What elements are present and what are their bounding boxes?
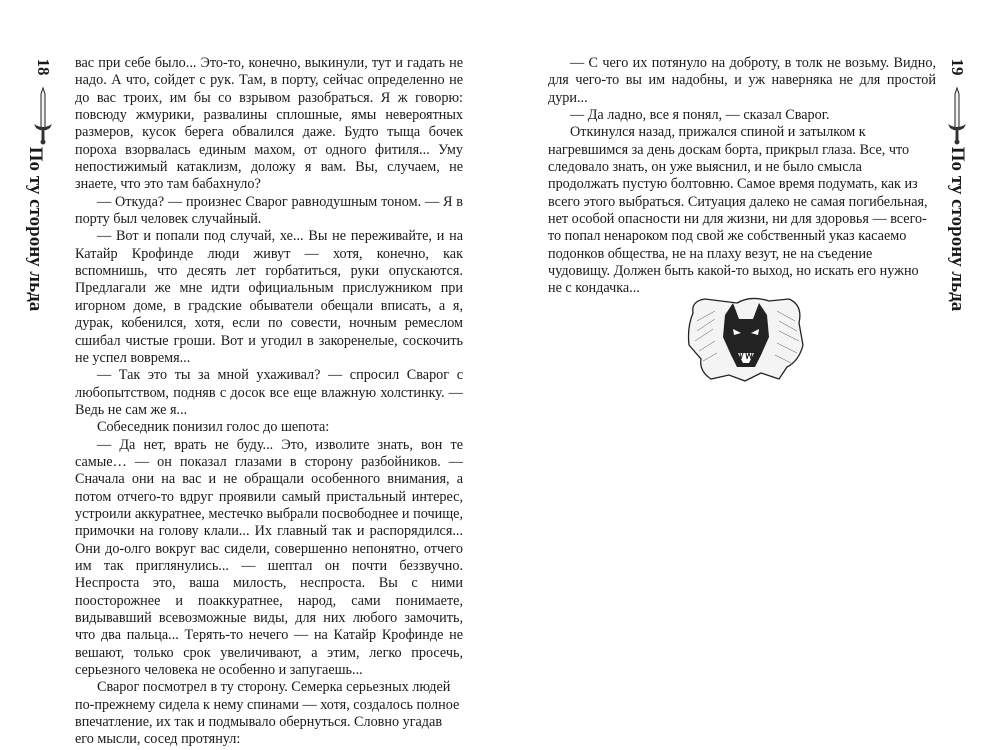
paragraph: — Так это ты за мной ухаживал? — спросил Сварог с любопытством, подняв с досок все еще влажную холстинку. — Ведь не сам же я... xyxy=(75,367,463,418)
paragraph: Сварог посмотрел в ту сторону. Семерка серьезных людей по-прежнему сидела к нему спинами — хотя, создалось полное впечатление, их так и подмывало обернуться. Словно угадав его мысли, сосед протянул: xyxy=(75,679,460,748)
paragraph: — С чего их потянуло на доброту, в толк не возьму. Видно, для чего-то вы им надобны, и уж наверняка не для простой дури... xyxy=(548,55,936,106)
paragraph: вас при себе было... Это-то, конечно, выкинули, тут и гадать не надо. А что, сойдет с рук. Там, в порту, сейчас определенно не до вас троих, им бы со взрывом разобраться. Я ж говорю: повсюду жмурики, развалины сплошные, ямы невероятных размеров, кусок берега обвалился даже. Будто тыща бочек пороха взорвалась единым махом, от одного фитиля... Уму непостижимый катаклизм, доложу я вам. Вы, случаем, не знаете, что это там бабахнуло? xyxy=(75,55,463,193)
right-text-column xyxy=(548,55,936,298)
right-page-number: 19 xyxy=(948,58,967,76)
paragraph: — Откуда? — произнес Сварог равнодушным тоном. — Я в порту был человек случайный. xyxy=(75,193,463,228)
left-running-title: По ту сторону льда xyxy=(25,146,46,312)
left-text-column xyxy=(75,55,463,749)
paragraph: Собеседник понизил голос до шепота: xyxy=(97,419,330,436)
paragraph: — Да нет, врать не буду... Это, изволите знать, вон те самые… — он показал глазами в сторону разбойников. — Сначала они на вас и не обращали особенного внимания, а потом отчего-то вдруг проявили самый пристальный интерес, устроили аккуратнее, местечко выбрали посвободнее и почище, примочки на голову клали... Их главный так и распорядился... Они до-олго вокруг вас сидели, совершенно непонятно, отчего им так приглянулись... — шептал он почти беззвучно. Неспроста это, ваша милость, неспроста. Вы с ними поосторожнее и поаккуратнее, народ, сами понимаете, видывавший всевозможные виды, для них любого замочить, что два пальца... Терять-то нечего — на Катайр Крофинде не вешают, только срок увеличивают, а этим, легко просечь, серьезного человека не особенно и запугаешь... xyxy=(75,436,463,679)
paragraph: — Вот и попали под случай, хе... Вы не переживайте, и на Катайр Крофинде люди живут — хотя, конечно, как вспомнишь, что десять лет горбатиться, руки опускаются. Предлагали же мне идти официальным прислужником при игорном доме, в градские обыватели обещали вписать, а я, дурак, кобенился, хотя, если по совести, ночным ремеслом сшибал чистые гроши. Вот и угодил в закоренелые, соскочить не успел вовремя... xyxy=(75,228,463,366)
paragraph: Откинулся назад, прижался спиной и затылком к нагревшимся за день доскам борта, прикрыл глаза. Все, что следовало знать, он уже выяснил, и не было смысла продолжать пустую болтовню. Самое время подумать, как из всего этого выбраться. Ситуация далеко не самая погибельная, нет особой опасности ни для жизни, ни для здоровья — всего-то попал ненароком под свой же собственный указ касаемо подонков общества, не на плаху везут, не на съедение чудовищу. Должен быть какой-то выход, но искать его нужно не с кондачка... xyxy=(548,124,928,297)
paragraph: — Да ладно, все я понял, — сказал Сварог. xyxy=(570,107,830,124)
left-page-number: 18 xyxy=(34,58,53,76)
right-running-title: По ту сторону льда xyxy=(947,146,968,312)
wolf-head-emblem xyxy=(685,293,807,383)
